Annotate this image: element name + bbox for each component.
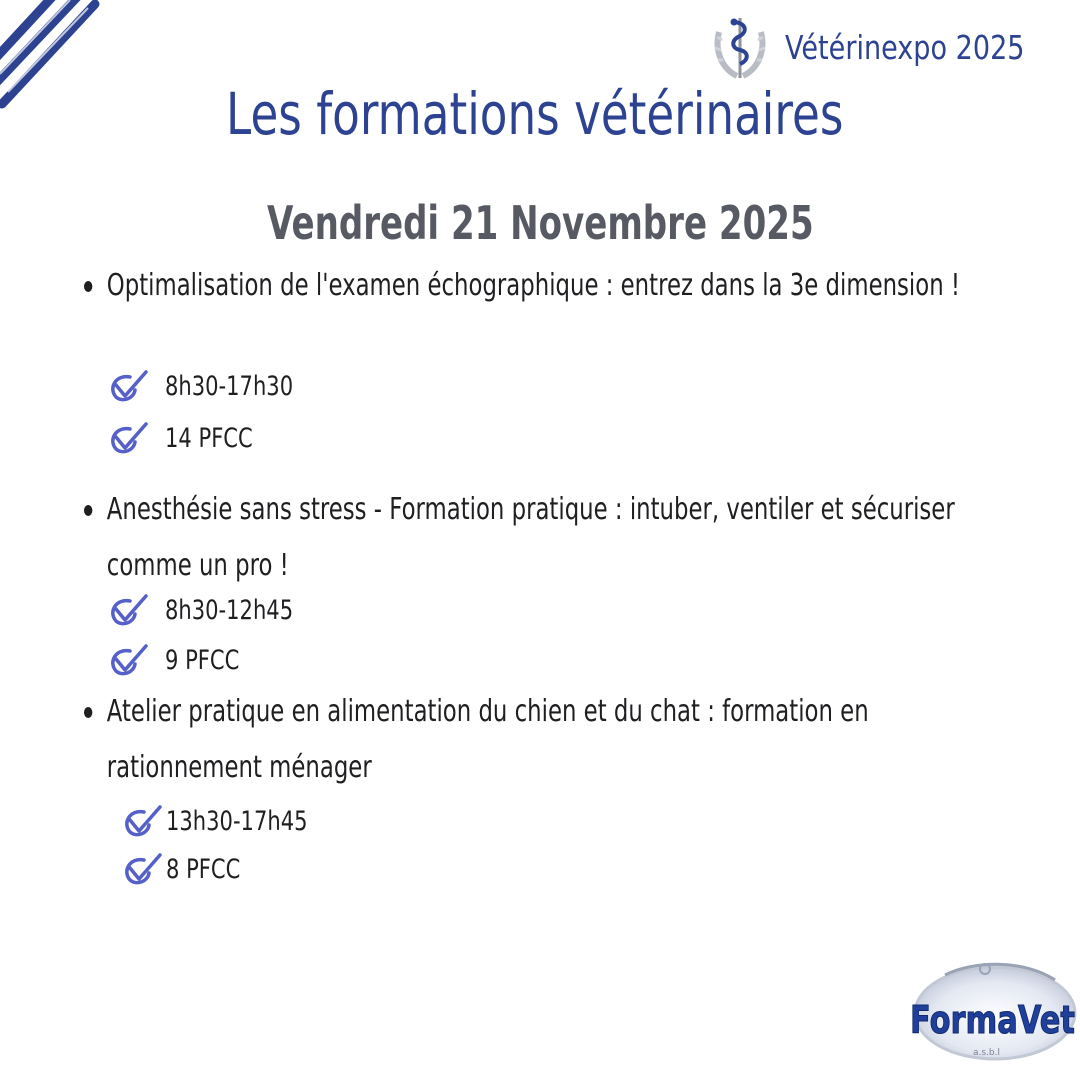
date-heading-text: Vendredi 21 Novembre 2025 [266, 196, 814, 250]
caduceus-emblem-icon [713, 12, 767, 82]
formation-title-text: Anesthésie sans stress - Formation pratique : intuber, ventiler et sécuriser comme un pro ! [106, 492, 955, 583]
formation-item [84, 684, 1004, 796]
formation-title [84, 258, 981, 314]
check-icon [106, 368, 150, 404]
credits-text: 9 PFCC [165, 644, 240, 676]
brand-header [713, 12, 1035, 82]
formavet-logo-text: FormaVet [910, 998, 1075, 1042]
check-icon [106, 642, 150, 678]
brand-name: Vétérinexpo 2025 [785, 27, 1025, 67]
formation-credits [120, 851, 261, 887]
formation-item [84, 482, 1004, 594]
formation-title-text: Optimalisation de l'examen échographique : entrez dans la 3e dimension ! [106, 268, 961, 303]
formation-schedule [106, 368, 329, 404]
schedule-text: 8h30-12h45 [165, 594, 294, 626]
date-heading [0, 196, 1080, 250]
formation-title-text: Atelier pratique en alimentation du chien et du chat : formation en rationnement ménager [106, 694, 869, 785]
bullet-icon [84, 281, 92, 292]
formation-schedule [120, 803, 347, 839]
check-icon [120, 851, 164, 887]
page-title-text: Les formations vétérinaires [226, 80, 844, 148]
formavet-logo [905, 955, 1080, 1065]
formation-credits [106, 420, 277, 456]
schedule-text: 8h30-17h30 [165, 370, 294, 402]
page-title [0, 80, 1080, 148]
formation-title [84, 482, 981, 594]
formation-credits [106, 642, 260, 678]
formation-item [84, 258, 1004, 314]
credits-text: 8 PFCC [166, 853, 241, 885]
formation-title [84, 684, 981, 796]
formation-schedule [106, 592, 329, 628]
schedule-text: 13h30-17h45 [166, 805, 308, 837]
check-icon [106, 420, 150, 456]
check-icon [120, 803, 164, 839]
credits-text: 14 PFCC [165, 422, 253, 454]
check-icon [106, 592, 150, 628]
bullet-icon [84, 505, 92, 516]
formavet-logo-subtext: a.s.b.l [973, 1048, 1000, 1058]
bullet-icon [84, 707, 92, 718]
